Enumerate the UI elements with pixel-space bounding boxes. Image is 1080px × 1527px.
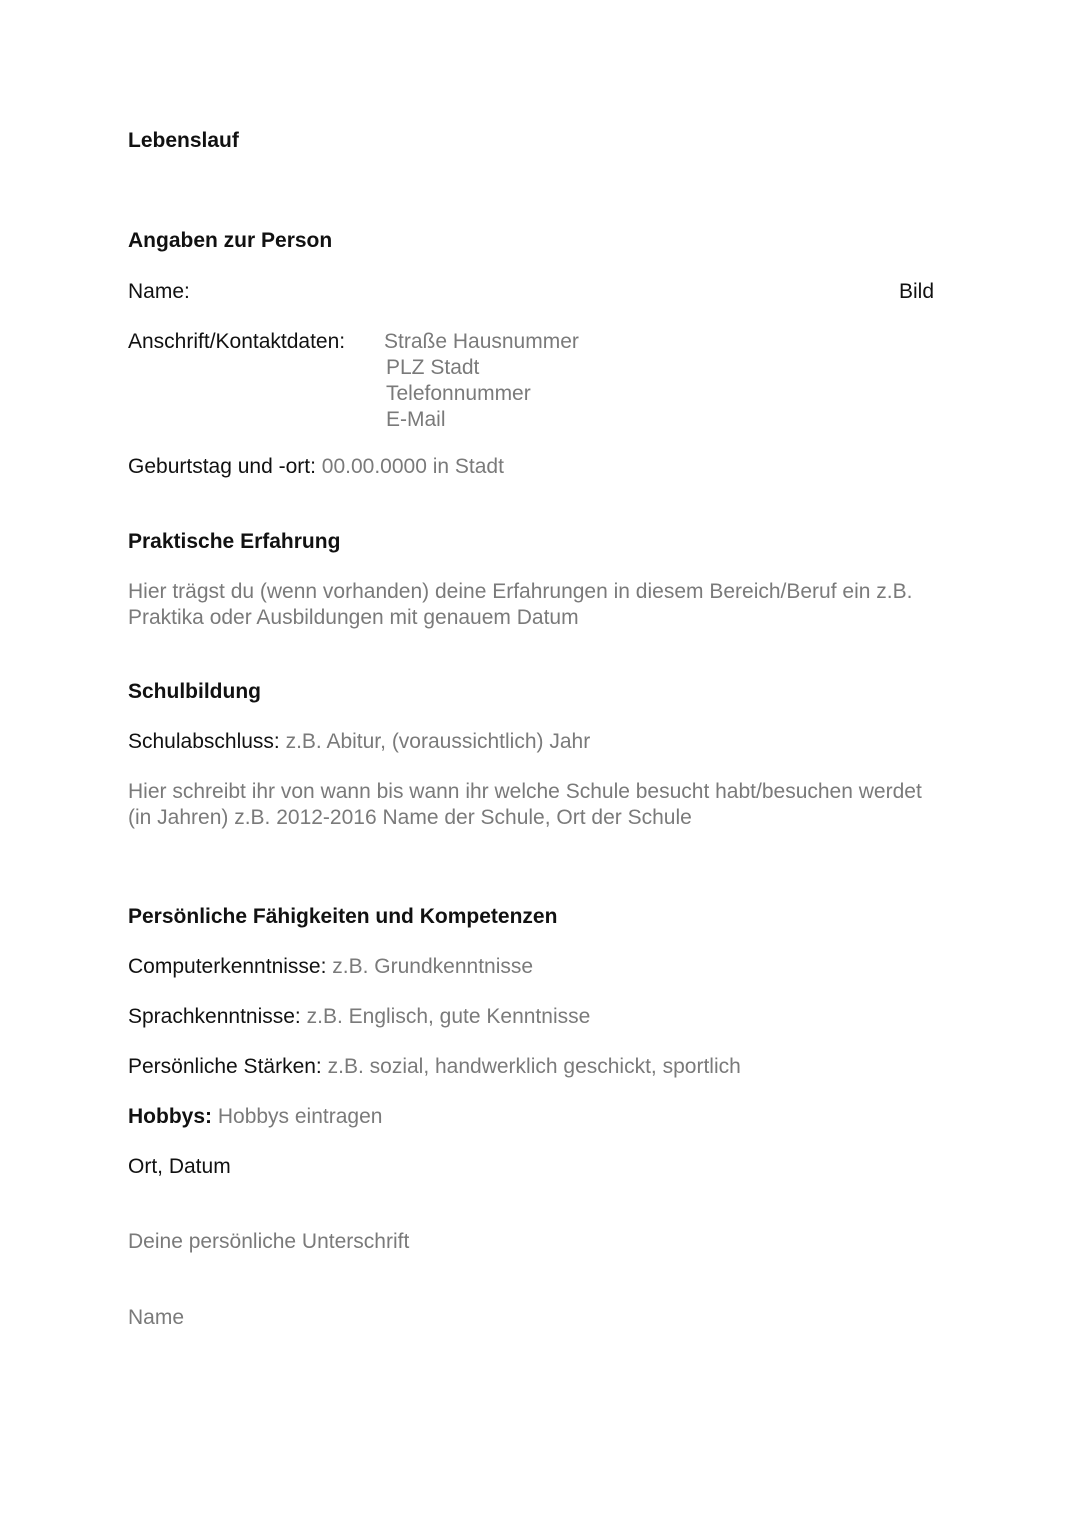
degree-value: z.B. Abitur, (voraussichtlich) Jahr: [285, 730, 591, 753]
address-line-email: E-Mail: [386, 408, 446, 431]
experience-text: [128, 579, 912, 631]
school-line: (in Jahren) z.B. 2012-2016 Name der Schule, Ort der Schule: [128, 806, 692, 829]
hobbies-row: [128, 1104, 382, 1130]
address-block: [384, 329, 579, 433]
address-line-street: Straße Hausnummer: [384, 330, 579, 353]
school-text: [128, 779, 922, 831]
birth-value: 00.00.0000 in Stadt: [321, 455, 504, 478]
birth-row: [128, 454, 504, 480]
language-skills-label: Sprachkenntnisse:: [128, 1005, 301, 1028]
section-heading-person: Angaben zur Person: [128, 229, 333, 252]
place-date: Ort, Datum: [128, 1155, 231, 1178]
strengths-label: Persönliche Stärken:: [128, 1055, 322, 1078]
school-line: Hier schreibt ihr von wann bis wann ihr welche Schule besucht habt/besuchen werdet: [128, 780, 922, 803]
address-line-city: PLZ Stadt: [386, 356, 480, 379]
strengths-row: [128, 1054, 741, 1080]
computer-skills-label: Computerkenntnisse:: [128, 955, 327, 978]
experience-line: Hier trägst du (wenn vorhanden) deine Erfahrungen in diesem Bereich/Beruf ein z.B.: [128, 580, 913, 603]
address-line-phone: Telefonnummer: [386, 382, 531, 405]
language-skills-row: [128, 1004, 590, 1030]
signature-name: Name: [128, 1306, 185, 1329]
section-heading-school: Schulbildung: [128, 680, 261, 703]
signature-placeholder: Deine persönliche Unterschrift: [128, 1230, 410, 1253]
degree-label: Schulabschluss:: [128, 730, 280, 753]
birth-label: Geburtstag und -ort:: [128, 455, 316, 478]
strengths-value: z.B. sozial, handwerklich geschickt, sportlich: [327, 1055, 741, 1078]
section-heading-experience: Praktische Erfahrung: [128, 530, 341, 553]
document-title: Lebenslauf: [128, 129, 239, 152]
hobbies-value: Hobbys eintragen: [217, 1105, 383, 1128]
computer-skills-row: [128, 954, 533, 980]
section-heading-skills: Persönliche Fähigkeiten und Kompetenzen: [128, 905, 558, 928]
experience-line: Praktika oder Ausbildungen mit genauem Datum: [128, 606, 579, 629]
computer-skills-value: z.B. Grundkenntnisse: [332, 955, 534, 978]
photo-placeholder: Bild: [899, 280, 935, 303]
address-label: Anschrift/Kontaktdaten:: [128, 330, 346, 353]
degree-row: [128, 729, 590, 755]
hobbies-label: Hobbys:: [128, 1105, 212, 1128]
name-label: Name:: [128, 280, 190, 303]
language-skills-value: z.B. Englisch, gute Kenntnisse: [306, 1005, 591, 1028]
